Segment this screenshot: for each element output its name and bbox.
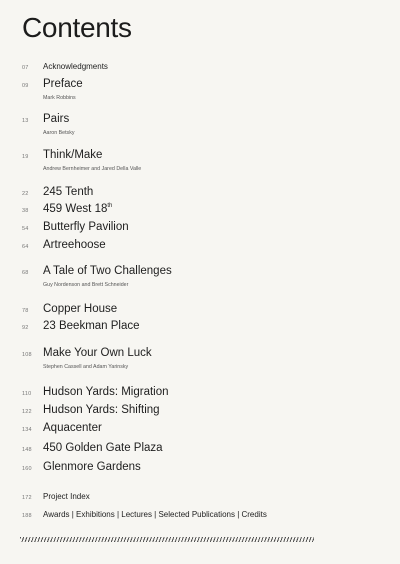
entry-title-text: A Tale of Two Challenges [43, 265, 172, 277]
page-number: 110 [22, 391, 32, 397]
entry-title [43, 62, 108, 71]
hatched-rule [20, 537, 314, 542]
entry-title-text: Preface [43, 78, 83, 90]
page-number: 64 [22, 244, 29, 250]
entry-title [43, 442, 163, 454]
page-number: 13 [22, 118, 29, 124]
page-number: 38 [22, 208, 29, 214]
entry-title [43, 303, 117, 315]
entry-title [43, 320, 140, 332]
page-number: 108 [22, 352, 32, 358]
entry-author: Mark Robbins [43, 95, 76, 101]
page-number: 172 [22, 495, 32, 501]
entry-author: Guy Nordenson and Brett Schneider [43, 282, 129, 288]
entry-title-text: Aquacenter [43, 422, 102, 434]
entry-title-text: Hudson Yards: Migration [43, 386, 169, 398]
page-number: 78 [22, 308, 29, 314]
entry-title [43, 492, 90, 501]
entry-title [43, 422, 102, 434]
entry-title [43, 347, 152, 359]
entry-title [43, 510, 267, 519]
entry-title-text: Glenmore Gardens [43, 461, 141, 473]
entry-title-text: Make Your Own Luck [43, 347, 152, 359]
page-number: 160 [22, 466, 32, 472]
entry-title [43, 203, 112, 215]
page-number: 22 [22, 191, 29, 197]
entry-title-text: Pairs [43, 113, 70, 125]
entry-title [43, 113, 69, 125]
entry-title-text: Awards | Exhibitions | Lectures | Selected Publications | Credits [43, 510, 267, 519]
entry-title-text: Hudson Yards: Shifting [43, 404, 160, 416]
page-number: 54 [22, 226, 29, 232]
page-number: 07 [22, 65, 29, 71]
entry-title-text: Artreehoose [43, 239, 106, 251]
entry-title-text: Copper House [43, 303, 118, 315]
entry-author: Andrew Bernheimer and Jared Della Valle [43, 166, 142, 172]
page-number: 188 [22, 513, 32, 519]
entry-author: Aaron Betsky [43, 130, 75, 136]
entry-title-text: Acknowledgments [43, 62, 108, 71]
entry-title-text: 450 Golden Gate Plaza [43, 442, 163, 454]
page-number: 134 [22, 427, 32, 433]
entry-title-superscript: th [107, 203, 113, 210]
entry-title [43, 265, 172, 277]
entry-title-text: 459 West 18 [43, 203, 108, 215]
page-number: 122 [22, 409, 32, 415]
entry-title [43, 221, 129, 233]
entry-title [43, 386, 169, 398]
page-number: 92 [22, 325, 29, 331]
entry-author: Stephen Cassell and Adam Yarinsky [43, 364, 129, 370]
entry-title-text: Think/Make [43, 149, 103, 161]
entry-title [43, 78, 83, 90]
entry-title [43, 149, 102, 161]
entry-title-text: Project Index [43, 492, 90, 501]
entry-title [43, 186, 93, 198]
page-number: 19 [22, 154, 29, 160]
page-number: 09 [22, 83, 29, 89]
entry-title [43, 404, 160, 416]
entry-title [43, 461, 141, 473]
entry-title [43, 239, 106, 251]
entry-title-text: 245 Tenth [43, 186, 94, 198]
entry-title-text: Butterfly Pavilion [43, 221, 129, 233]
entry-title-text: 23 Beekman Place [43, 320, 140, 332]
page-number: 148 [22, 447, 32, 453]
page-number: 68 [22, 270, 29, 276]
page-title: Contents [22, 12, 132, 43]
